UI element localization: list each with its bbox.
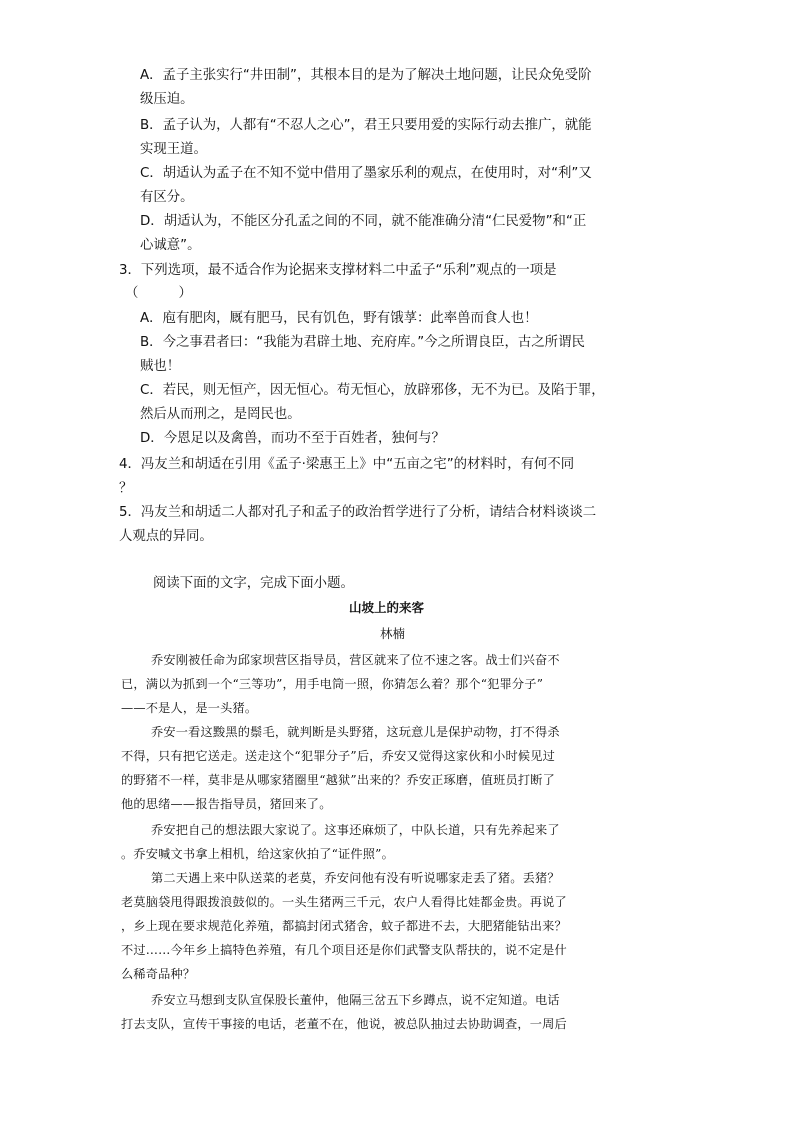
story-line: 打去支队，宣传干事接的电话，老董不在，他说，被总队抽过去协助调查，一周后: [121, 1017, 567, 1031]
story-line: ，乡上现在要求规范化养殖，都搞封闭式猪舍，蚊子都进不去，大肥猪能钻出来？: [121, 919, 567, 933]
story-line: 乔安立马想到支队宣保股长董仲，他隔三岔五下乡蹲点，说不定知道。电话: [151, 993, 560, 1007]
q3-option-c-line-2: 然后从而刑之，是罔民也。: [140, 407, 301, 422]
story-line: 。乔安喊文书拿上相机，给这家伙拍了“证件照”。: [121, 847, 394, 861]
story-author: 林楠: [380, 626, 406, 641]
option-a-line-1: A．孟子主张实行“井田制”，其根本目的是为了解决土地问题，让民众免受阶: [140, 68, 592, 83]
question-5-line-1: 5．冯友兰和胡适二人都对孔子和孟子的政治哲学进行了分析，请结合材料谈谈二: [119, 505, 597, 520]
option-d-line-1: D．胡适认为，不能区分孔孟之间的不同，就不能准确分清“仁民爱物”和“正: [140, 214, 587, 229]
story-line: 已，满以为抓到一个“三等功”，用手电筒一照，你猜怎么着？那个“犯罪分子”: [121, 677, 544, 691]
story-line: 乔安把自己的想法跟大家说了。这事还麻烦了，中队长道，只有先养起来了: [151, 823, 560, 837]
story-line: 乔安一看这黢黑的鬃毛，就判断是头野猪，这玩意儿是保护动物，打不得杀: [151, 725, 560, 739]
option-c-line-2: 有区分。: [140, 190, 194, 205]
story-line: 乔安刚被任命为邱家坝营区指导员，营区就来了位不速之客。战士们兴奋不: [151, 653, 560, 667]
question-4-line-1: 4．冯友兰和胡适在引用《孟子·梁惠王上》中“五亩之宅”的材料时，有何不同: [119, 457, 575, 472]
story-line: 他的思绪——报告指导员，猪回来了。: [121, 797, 332, 811]
option-a-line-2: 级压迫。: [140, 92, 194, 107]
question-5-line-2: 人观点的异同。: [119, 529, 213, 544]
option-b-line-1: B．孟子认为，人都有“不忍人之心”，君王只要用爱的实际行动去推广，就能: [140, 118, 592, 133]
option-b-line-2: 实现王道。: [140, 142, 207, 157]
story-line: 不过……今年乡上搞特色养殖，有几个项目还是你们武警支队帮扶的，说不定是什: [121, 943, 567, 957]
option-c-line-1: C．胡适认为孟子在不知不觉中借用了墨家乐利的观点，在使用时，对“利”又: [140, 166, 592, 181]
story-line: 老莫脑袋甩得跟拨浪鼓似的。一头生猪两三千元，农户人看得比娃都金贵。再说了: [121, 895, 567, 909]
q3-option-c-line-1: C．若民，则无恒产，因无恒心。苟无恒心，放辟邪侈，无不为已。及陷于罪，: [140, 383, 605, 398]
q3-option-a: A．庖有肥肉，厩有肥马，民有饥色，野有饿莩：此率兽而食人也！: [140, 311, 538, 326]
story-title: 山坡上的来客: [349, 600, 425, 615]
q3-option-b-line-2: 贼也！: [140, 359, 181, 374]
story-line: ——不是人，是一头猪。: [121, 701, 258, 715]
q3-option-d: D．今恩足以及禽兽，而功不至于百姓者，独何与？: [140, 431, 445, 446]
story-line: 的野猪不一样，莫非是从哪家猪圈里“越狱”出来的？乔安正琢磨，值班员打断了: [121, 773, 556, 787]
q3-option-b-line-1: B．今之事君者曰：“我能为君辟土地、充府库。”今之所谓良臣，古之所谓民: [140, 335, 585, 350]
answer-blank: （ ）: [125, 286, 192, 301]
question-3-stem: 3．下列选项，最不适合作为论据来支撑材料二中孟子“乐利”观点的一项是: [119, 263, 557, 278]
option-d-line-2: 心诚意”。: [140, 238, 201, 253]
reading-instruction: 阅读下面的文字，完成下面小题。: [153, 576, 354, 591]
story-line: 第二天遇上来中队送菜的老莫，乔安问他有没有听说哪家走丢了猪。丢猪？: [151, 871, 560, 885]
story-line: 不得，只有把它送走。送走这个“犯罪分子”后，乔安又觉得这家伙和小时候见过: [121, 749, 556, 763]
question-4-line-2: ？: [119, 481, 133, 496]
story-line: 么稀奇品种？: [121, 967, 196, 981]
